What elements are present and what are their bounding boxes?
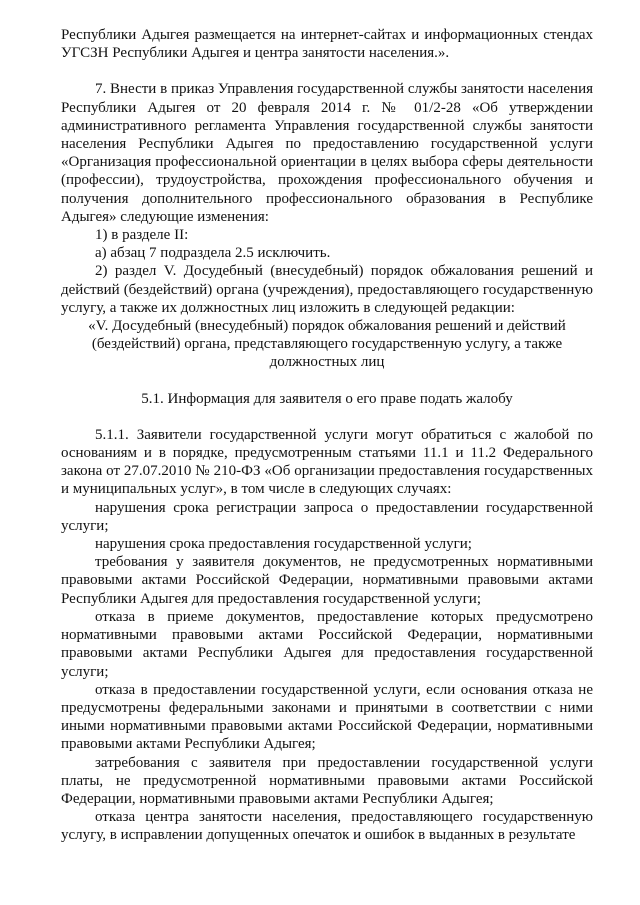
paragraph-amendment-7: 7. Внести в приказ Управления государственной службы занятости населения Республики Адыгея от 20 февраля 2014 г. № 01/2-28 «Об утверждении административного регламента Управления государственной службы занятости населения Республики Адыгея по предоставлению государственной услуги «Организация профессиональной ориентации в целях выбора сферы деятельности (профессии), трудоустройства, прохождения профессионального обучения и получения дополнительного профессионального образования в Республике Адыгея» следующие изменения: <box>61 81 593 225</box>
case-item: нарушения срока регистрации запроса о предоставлении государственной услуги; <box>61 499 593 534</box>
spacer <box>61 372 593 390</box>
document-page <box>61 26 593 845</box>
case-item: отказа в приеме документов, предоставление которых предусмотрено нормативными правовыми актами Российской Федерации, нормативными правовыми актами Республики Адыгея для предоставления государственной услуги; <box>61 608 593 680</box>
section-title: «V. Досудебный (внесудебный) порядок обжалования решений и действий (бездействий) органа, представляющего государственную услугу, а также должностных лиц <box>88 318 566 371</box>
paragraph-item-1a: а) абзац 7 подраздела 2.5 исключить. <box>95 245 331 262</box>
case-item: требования у заявителя документов, не предусмотренных нормативными правовыми актами Российской Федерации, нормативными правовыми актами Республики Адыгея для предоставления государственной услуги; <box>61 554 593 607</box>
case-item: отказа в предоставлении государственной услуги, если основания отказа не предусмотрены федеральными законами и принятыми в соответствии с ними иными нормативными правовыми актами Российской Федерации, нормативными правовыми актами Республики Адыгея; <box>61 681 593 753</box>
paragraph-continuation: Республики Адыгея размещается на интернет-сайтах и информационных стендах УГСЗН Республики Адыгея и центра занятости населения.». <box>61 27 593 62</box>
spacer <box>61 62 593 80</box>
subsection-title: 5.1. Информация для заявителя о его праве подать жалобу <box>141 390 513 407</box>
paragraph-item-2: 2) раздел V. Досудебный (внесудебный) порядок обжалования решений и действий (бездействий) органа (учреждения), предоставляющего государственную услугу, а также их должностных лиц изложить в следующей редакции: <box>61 263 593 316</box>
case-item: затребования с заявителя при предоставлении государственной услуги платы, не предусмотренной нормативными правовыми актами Российской Федерации, нормативными правовыми актами Республики Адыгея; <box>61 754 593 807</box>
case-item: отказа центра занятости населения, предоставляющего государственную услугу, в исправлении допущенных опечаток и ошибок в выданных в результате <box>61 809 593 844</box>
case-item: нарушения срока предоставления государственной услуги; <box>95 536 472 553</box>
spacer <box>61 408 593 426</box>
paragraph-clause-5-1-1: 5.1.1. Заявители государственной услуги могут обратиться с жалобой по основаниям и в порядке, предусмотренным статьями 11.1 и 11.2 Федерального закона от 27.07.2010 № 210-ФЗ «Об организации предоставления государственных и муниципальных услуг», в том числе в следующих случаях: <box>61 426 593 498</box>
paragraph-item-1: 1) в разделе II: <box>95 227 189 244</box>
